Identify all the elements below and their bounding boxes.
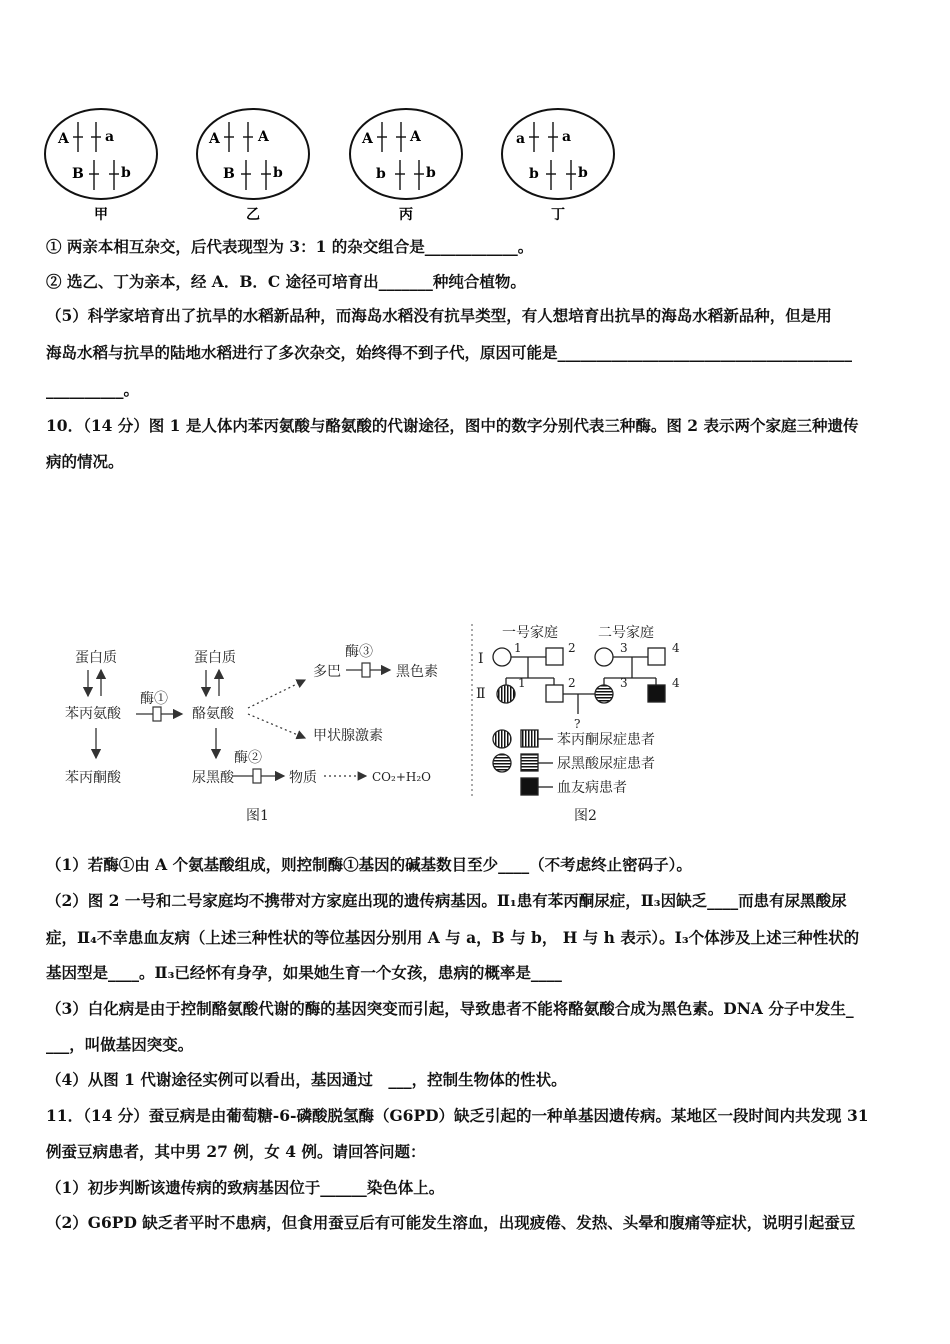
fig2-legend-aku: 尿黑酸尿症患者	[557, 756, 655, 772]
text-line-5: __________。	[46, 380, 140, 399]
fig1-protein2: 蛋白质	[194, 650, 236, 666]
q11-part1: （1）初步判断该遗传病的致病基因位于______染色体上。	[46, 1178, 445, 1197]
cell-jia	[45, 109, 157, 223]
cell-jia-bl: B	[72, 166, 84, 182]
cell-yi-tr: A	[258, 129, 269, 145]
cell-ding-tr: a	[562, 129, 572, 145]
cell-yi-bl: B	[223, 166, 235, 182]
question-11-stem: 11．（14 分）蚕豆病是由葡萄糖-6-磷酸脱氢酶（G6PD）缺乏引起的一种单基因遗传病。某地区一段时间内共发现 31	[46, 1106, 869, 1125]
fig2-I1: 1	[514, 641, 522, 655]
cell-jia-tl: A	[58, 131, 69, 147]
cell-yi-tl: A	[209, 131, 220, 147]
cell-yi	[197, 109, 309, 223]
fig2-question: ?	[574, 717, 581, 731]
cell-bing	[350, 109, 462, 223]
q10-part4: （4）从图 1 代谢途径实例可以看出，基因通过 ___，控制生物体的性状。	[46, 1070, 567, 1089]
q10-part2-a: （2）图 2 一号和二号家庭均不携带对方家庭出现的遗传病基因。Ⅱ₁患有苯丙酮尿症，Ⅱ₃因缺乏____而患有尿黑酸尿	[46, 891, 847, 910]
fig2-gen2: Ⅱ	[476, 686, 486, 702]
q10-part3-b: ___，叫做基因突变。	[46, 1035, 194, 1054]
question-10-stem-cont: 病的情况。	[46, 452, 124, 471]
question-11-stem-cont: 例蚕豆病患者，其中男 27 例，女 4 例。请回答问题：	[46, 1142, 426, 1161]
fig1-co2h2o: CO₂+H₂O	[372, 770, 431, 784]
q10-part2-c: 基因型是____。Ⅱ₃已经怀有身孕，如果她生育一个女孩，患病的概率是____	[46, 963, 562, 982]
fig2-II1: 1	[518, 676, 526, 690]
cell-yi-caption: 乙	[246, 207, 260, 223]
cell-ding-bl: b	[529, 166, 539, 182]
cell-yi-br: b	[273, 165, 283, 181]
question-10-stem: 10．（14 分）图 1 是人体内苯丙氨酸与酪氨酸的代谢途径，图中的数字分别代表三种酶。图 2 表示两个家庭三种遗传	[46, 416, 859, 435]
text-line-3: （5）科学家培育出了抗旱的水稻新品种，而海岛水稻没有抗旱类型，有人想培育出抗旱的海岛水稻新品种，但是用	[46, 306, 832, 325]
cell-bing-tr: A	[410, 129, 421, 145]
figure-1	[65, 644, 438, 824]
fig2-family1: 一号家庭	[502, 625, 558, 641]
cell-jia-caption: 甲	[94, 207, 108, 223]
cell-bing-bl: b	[376, 166, 386, 182]
cell-bing-caption: 丙	[399, 207, 413, 223]
cell-bing-br: b	[426, 165, 436, 181]
fig1-enzyme1: 酶①	[140, 691, 168, 707]
fig1-melanin: 黑色素	[396, 664, 438, 680]
q11-part2: （2）G6PD 缺乏者平时不患病，但食用蚕豆后有可能发生溶血，出现疲倦、发热、头晕和腹痛等症状，说明引起蚕豆	[46, 1213, 856, 1232]
text-line-4: 海岛水稻与抗旱的陆地水稻进行了多次杂交，始终得不到子代，原因可能是______________________________________	[46, 343, 853, 362]
fig1-hga: 尿黑酸	[192, 770, 234, 786]
figure-1-2	[0, 610, 950, 840]
fig1-ppa: 苯丙酮酸	[65, 770, 121, 786]
fig2-legend-pku: 苯丙酮尿症患者	[557, 732, 655, 748]
text-line-2: ② 选乙、丁为亲本，经 A．B．C 途径可培育出_______种纯合植物。	[46, 272, 526, 291]
cell-jia-br: b	[121, 165, 131, 181]
fig2-II2: 2	[568, 676, 576, 690]
fig1-enzyme2: 酶②	[234, 750, 262, 766]
q10-part1: （1）若酶①由 A 个氨基酸组成，则控制酶①基因的碱基数目至少____（不考虑终止密码子）。	[46, 855, 692, 874]
fig2-I2: 2	[568, 641, 576, 655]
fig1-caption: 图1	[246, 808, 269, 824]
cell-jia-tr: a	[105, 129, 115, 145]
cell-diagrams	[0, 0, 950, 230]
q10-part3-a: （3）白化病是由于控制酪氨酸代谢的酶的基因突变而引起，导致患者不能将酪氨酸合成为黑色素。DNA 分子中发生_	[46, 999, 854, 1018]
figure-2	[476, 625, 680, 824]
fig2-family2: 二号家庭	[598, 625, 654, 641]
fig2-I4: 4	[672, 641, 680, 655]
cell-ding-caption: 丁	[551, 207, 565, 223]
fig2-I3: 3	[620, 641, 628, 655]
fig2-gen1: I	[478, 651, 484, 667]
cell-ding-tl: a	[516, 131, 526, 147]
fig1-phe: 苯丙氨酸	[65, 706, 121, 722]
fig2-legend-hemo: 血友病患者	[557, 780, 627, 796]
fig1-tyr: 酪氨酸	[192, 706, 234, 722]
cell-bing-tl: A	[362, 131, 373, 147]
fig1-enzyme3: 酶③	[345, 644, 373, 660]
fig2-caption: 图2	[574, 808, 597, 824]
text-line-1: ① 两亲本相互杂交，后代表现型为 3：1 的杂交组合是____________。	[46, 237, 534, 256]
fig1-thyroxine: 甲状腺激素	[313, 728, 383, 744]
fig1-dopa: 多巴	[313, 664, 341, 680]
cell-ding	[502, 109, 614, 223]
fig2-II3: 3	[620, 676, 628, 690]
q10-part2-b: 症，Ⅱ₄不幸患血友病（上述三种性状的等位基因分别用 A 与 a，B 与 b， H 与 h 表示）。I₃个体涉及上述三种性状的	[46, 928, 860, 947]
fig1-substance: 物质	[289, 770, 317, 786]
fig2-II4: 4	[672, 676, 680, 690]
fig1-protein1: 蛋白质	[75, 650, 117, 666]
cell-ding-br: b	[578, 165, 588, 181]
